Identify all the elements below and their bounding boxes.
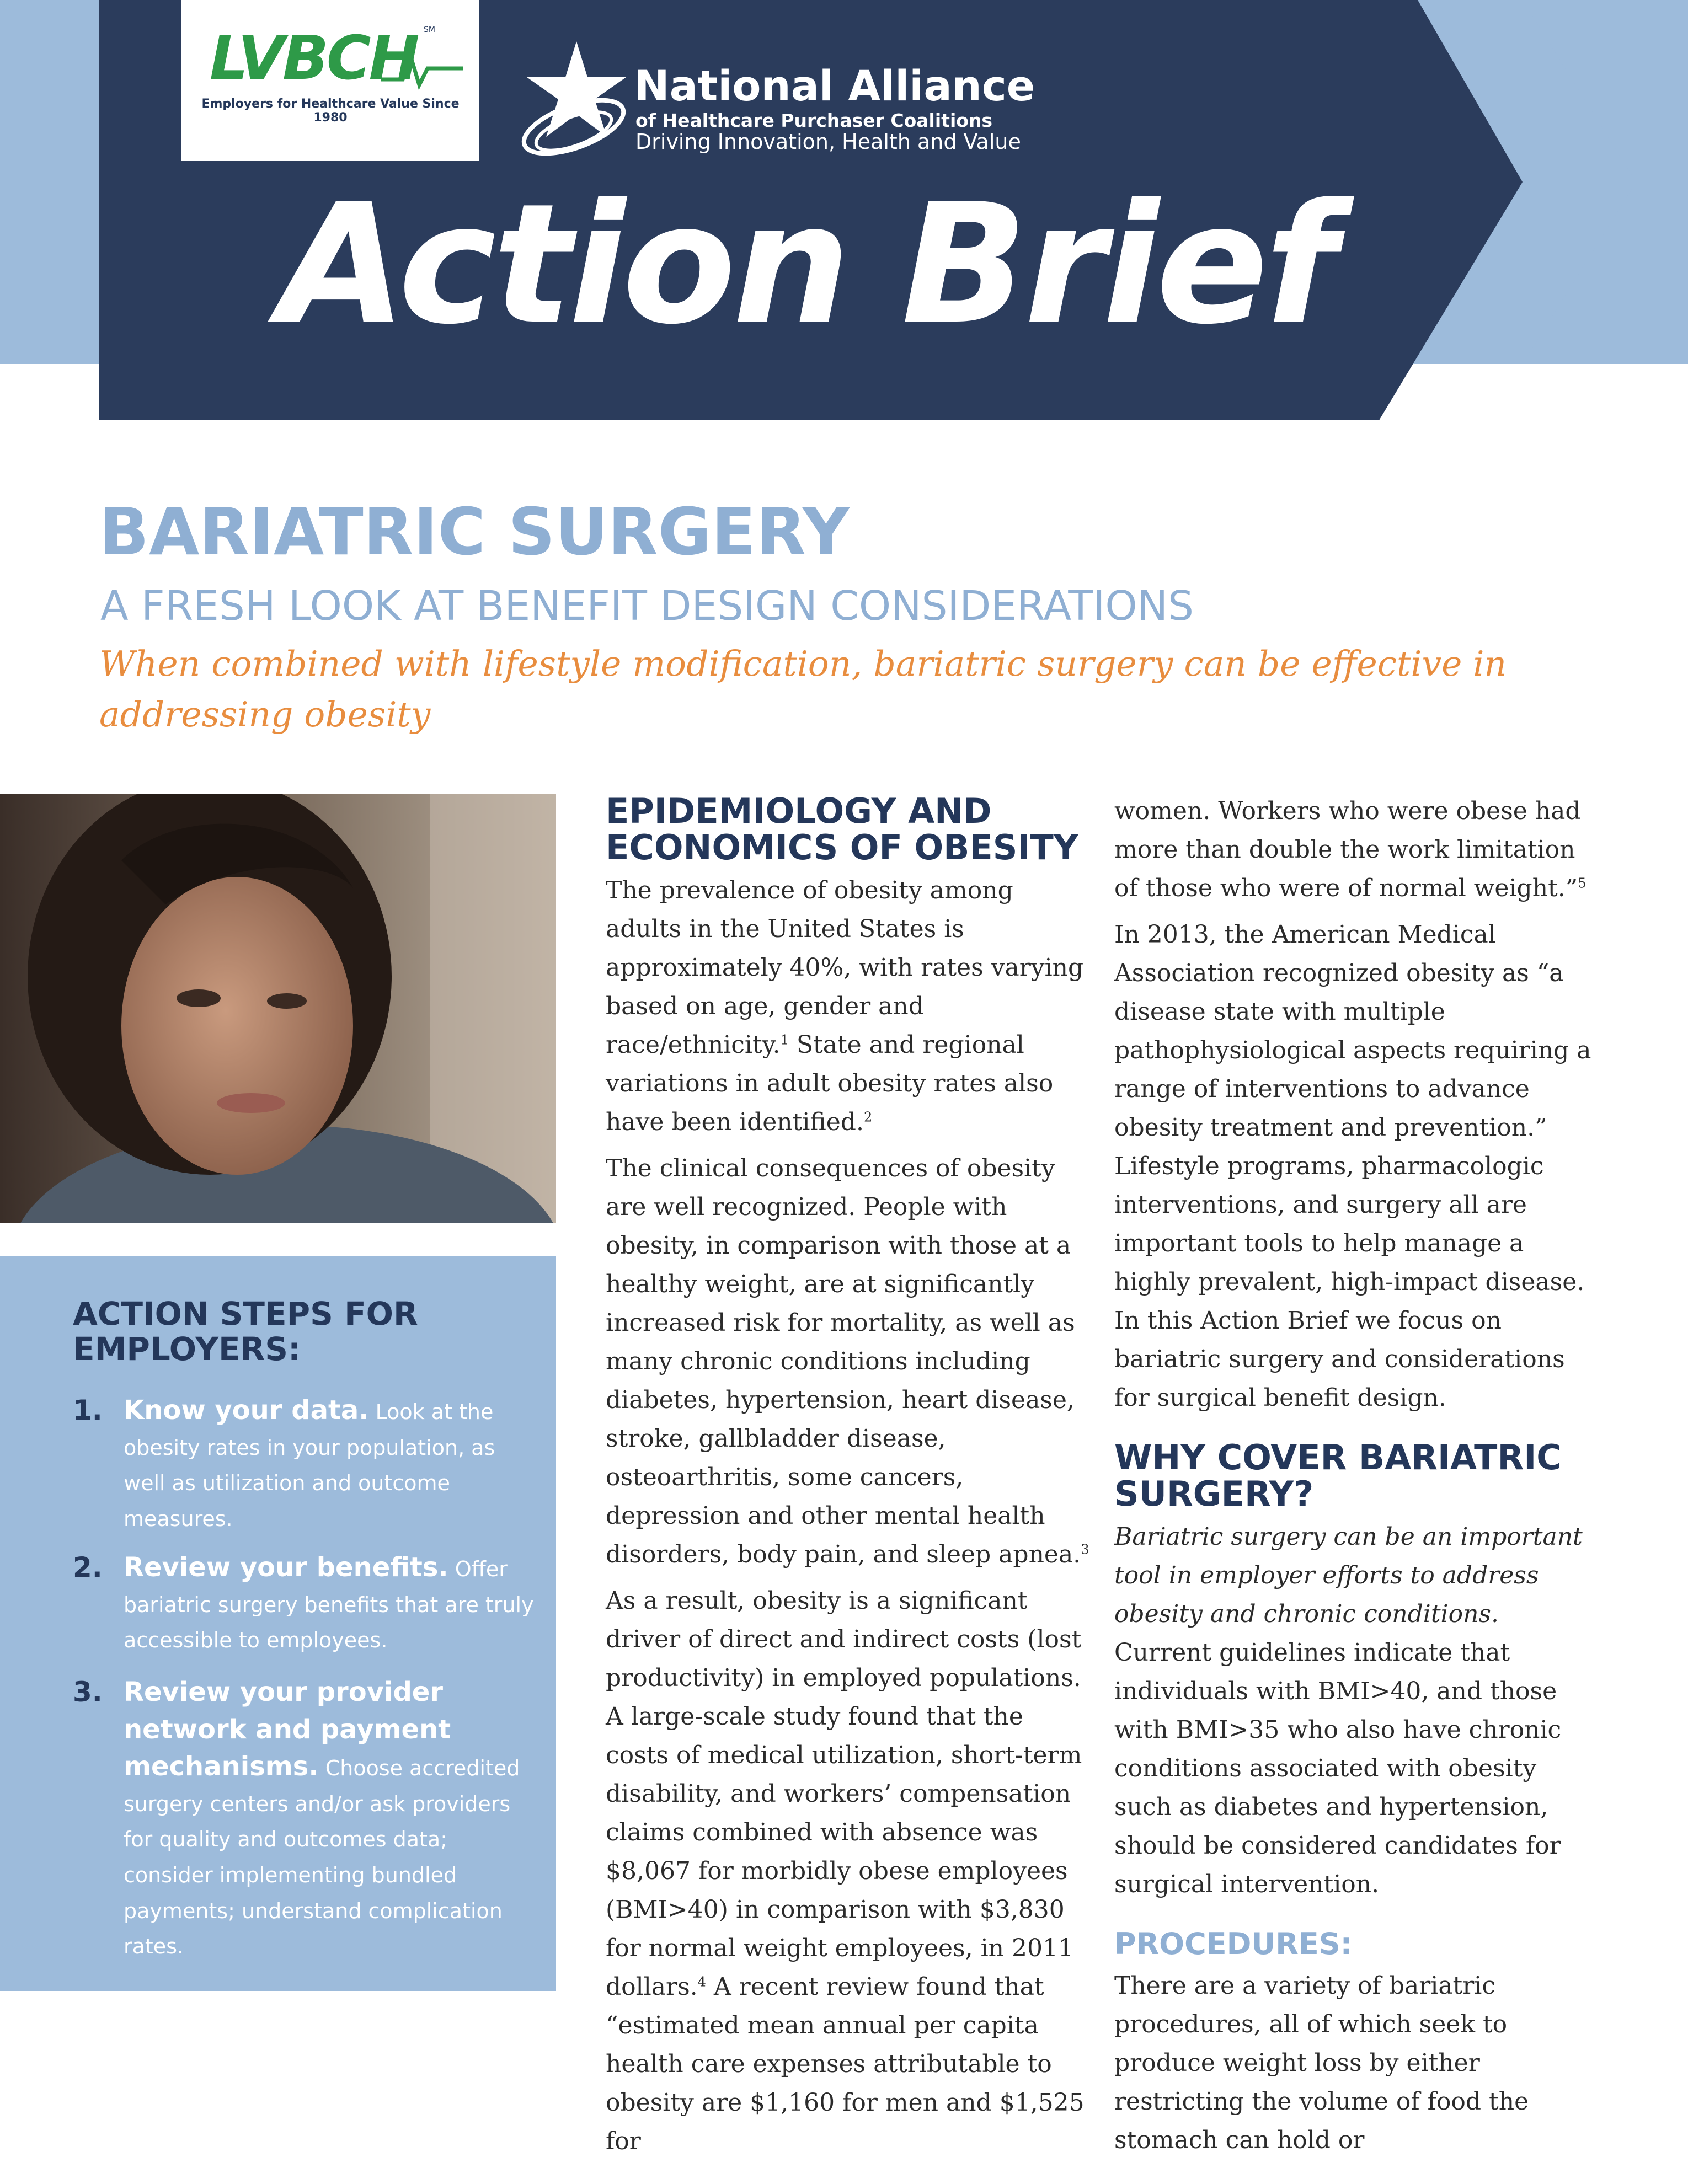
step-heading: Review your benefits. [124, 1552, 448, 1583]
woman-portrait-image [0, 794, 556, 1223]
step-number: 3. [73, 1676, 103, 1708]
section-heading-why-cover: WHY COVER BARIATRIC SURGERY? [1114, 1437, 1562, 1514]
banner-title: Action Brief [279, 168, 1334, 361]
action-steps-title: ACTION STEPS FOR EMPLOYERS: [73, 1295, 418, 1368]
step-heading: Know your data. [124, 1395, 369, 1426]
paragraph: Bariatric surgery can be an important tool in employer efforts to address obesity and chronic conditions. Current guidelines indicate that individuals with BMI>40, and those with BMI>35 who also have chronic conditions associated with obesity such as diabetes and hypertension, should be considered candidates for surgical intervention. [1114, 1523, 1583, 1898]
section-heading-procedures: PROCEDURES: [1114, 1926, 1353, 1961]
action-step-3 [73, 1674, 536, 1964]
national-alliance-star-icon [513, 39, 640, 160]
action-step-2 [73, 1550, 536, 1658]
lvbch-service-mark: SM [424, 25, 435, 34]
footnote-ref: 2 [863, 1109, 873, 1125]
alliance-name: National Alliance [634, 61, 1035, 110]
paragraph: There are a variety of bariatric procedures, all of which seek to produce weight loss by either restricting the volume of food the stomach can hold or [1114, 1972, 1529, 2154]
step-description: Look at the obesity rates in your population, as well as utilization and outcome measures. [124, 1400, 495, 1531]
heartbeat-line-icon [381, 46, 463, 90]
footnote-ref: 5 [1578, 875, 1586, 891]
alliance-subname: of Healthcare Purchaser Coalitions [635, 110, 993, 131]
lvbch-logo: LVBCH [210, 23, 418, 93]
middle-column [606, 793, 1091, 2169]
paragraph: The clinical consequences of obesity are well recognized. People with obesity, in comparison with those at a healthy weight, are at significantly increased risk for mortality, as well as many chronic conditions including diabetes, hypertension, heart disease, stroke, gallbladder disease, osteoarthritis, some cancers, depression and other mental health disorders, body pain, and sleep apnea.$^3$ [606, 1154, 1089, 1569]
paragraph: In 2013, the American Medical Association recognized obesity as “a disease state with multiple pathophysiological aspects requiring a range of interventions to advance obesity treatment and prevention.” Lifestyle programs, pharmacologic interventions, and surgery all are important tools to help manage a highly prevalent, high-impact disease. In this Action Brief we focus on bariatric surgery and considerations for surgical benefit design. [1114, 920, 1591, 1412]
step-description: Choose accredited surgery centers and/or ask providers for quality and outcomes data; consider implementing bundled payments; understand complication rates. [124, 1756, 520, 1959]
lvbch-tagline: Employers for Healthcare Value Since 1980 [201, 97, 460, 125]
alliance-tagline: Driving Innovation, Health and Value [635, 130, 1021, 154]
footnote-ref: 4 [697, 1974, 706, 1990]
footnote-ref: 3 [1081, 1541, 1089, 1557]
step-number: 1. [73, 1394, 103, 1426]
paragraph: The prevalence of obesity among adults in the United States is approximately 40%, with rates varying based on age, gender and race/ethnicity.$^1$ State and regional variations in adult obesity rates also have been identified.$^2$ [606, 876, 1084, 1136]
step-number: 2. [73, 1551, 103, 1583]
section-heading-epidemiology: EPIDEMIOLOGY AND ECONOMICS OF OBESITY [606, 791, 1078, 868]
paragraph: As a result, obesity is a significant driver of direct and indirect costs (lost productivity) in employed populations. A large-scale study found that the costs of medical utilization, short-term disability, and workers’ compensation claims combined with absence was $8,067 for morbidly obese employees (BMI>40) in comparison with $3,830 for normal weight employees, in 2011 dollars.$^4$ A recent review found that “estimated mean annual per capita health care expenses attributable to obesity are $1,160 for men and $1,525 for [606, 1587, 1085, 2155]
page-tagline: When combined with lifestyle modification, bariatric surgery can be effective in addressing obesity [99, 644, 1507, 735]
step-description: Offer bariatric surgery benefits that are truly accessible to employees. [124, 1557, 534, 1653]
footnote-ref: 1 [780, 1032, 789, 1048]
page-title: BARIATRIC SURGERY [99, 494, 850, 570]
right-column [1114, 792, 1600, 2167]
paragraph: women. Workers who were obese had more than double the work limitation of those who were of normal weight.”$^5$ [1114, 797, 1586, 902]
action-step-1 [73, 1393, 536, 1537]
step-heading: Review your provider network and payment mechanisms. [124, 1677, 451, 1782]
page-subtitle: A FRESH LOOK AT BENEFIT DESIGN CONSIDERATIONS [100, 582, 1194, 630]
